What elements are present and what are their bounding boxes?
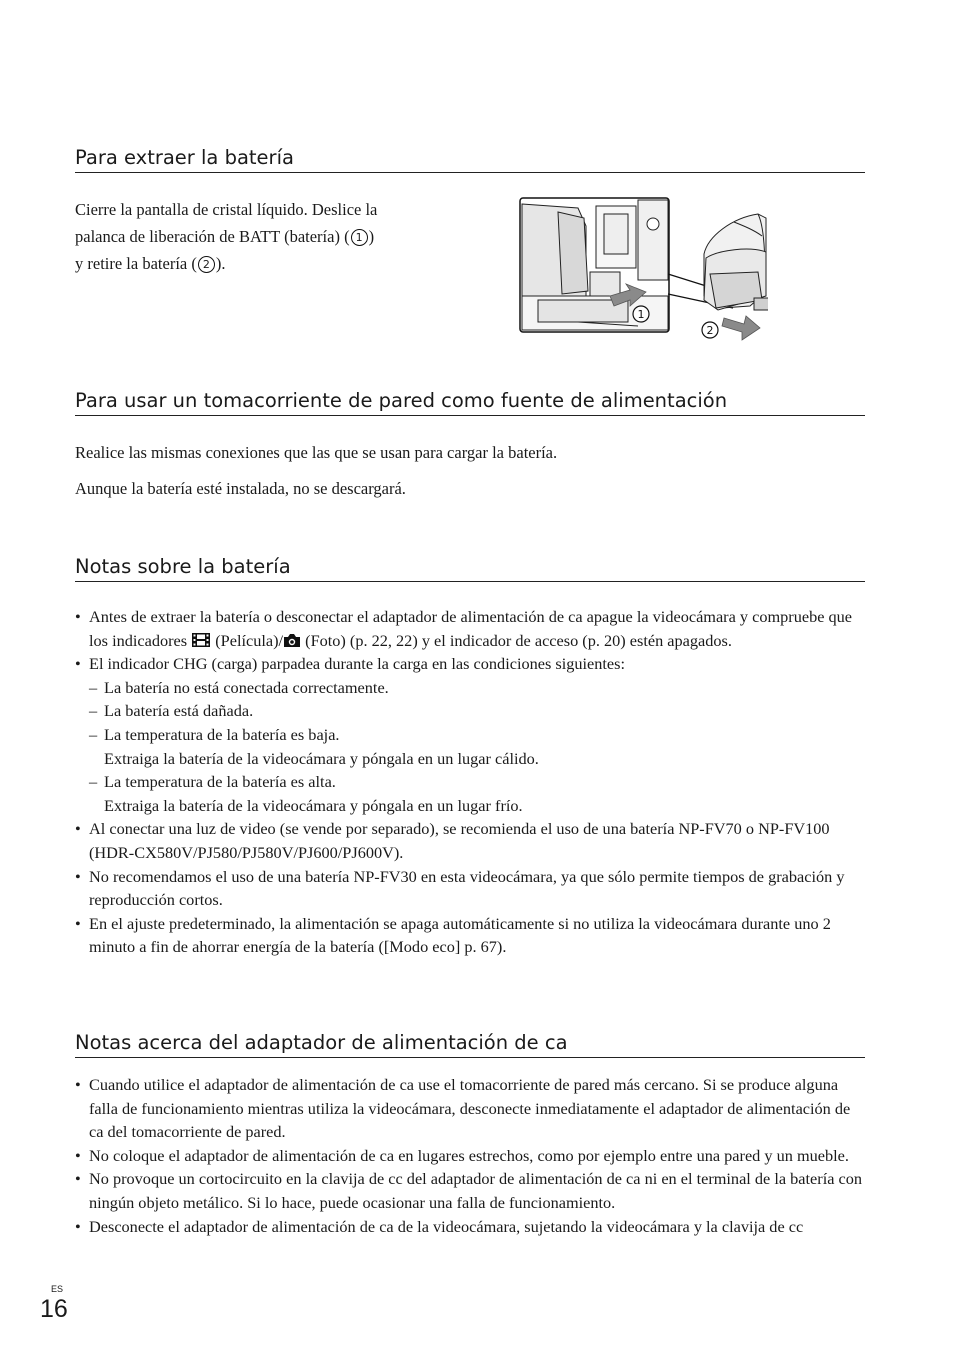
marker-2-icon: 2 [198,256,215,273]
list-item [75,1167,865,1214]
list-item [75,865,865,912]
sub-item-text: La batería no está conectada correctamente. [104,677,389,697]
list-item [75,912,865,959]
bullet-icon: • [75,1169,81,1189]
list-item [75,1215,865,1239]
battery-note-3-text: Al conectar una luz de video (se vende por separado), se recomienda el uso de una batería NP-FV70 o NP-FV100 (HDR-CX580V/PJ580/PJ580V/PJ600/PJ600V). [89,819,830,862]
sub-item-continuation: Extraiga la batería de la videocámara y póngala en un lugar cálido. [104,748,539,768]
dash-icon: – [89,677,98,697]
heading-adapter-notes: Notas acerca del adaptador de alimentación de ca [75,1031,865,1058]
battery-removal-illustration [518,196,768,344]
remove-battery-line2-end: ) [368,227,375,246]
bullet-icon: • [75,819,81,839]
bullet-icon: • [75,1075,81,1094]
sub-item-text: La temperatura de la batería es baja. [104,724,340,744]
movie-icon [191,632,211,648]
svg-text:2: 2 [706,324,714,337]
heading-remove-battery: Para extraer la batería [75,146,865,173]
list-item [75,817,865,864]
battery-note-1-text: Antes de extraer la batería o desconectar el adaptador de alimentación de ca apague la videocámara y compruebe que los indicadores [89,607,853,650]
adapter-note-2-text: No coloque el adaptador de alimentación de ca en lugares estrechos, como por ejemplo entre una pared y un mueble. [89,1145,849,1165]
dash-icon: – [89,724,98,744]
camcorder-illustration [518,196,768,344]
adapter-notes-list [75,1073,865,1238]
dash-icon: – [89,701,98,721]
wall-outlet-paragraph-2: Aunque la batería esté instalada, no se descargará. [75,479,406,498]
bullet-icon: • [75,866,81,886]
bullet-icon: • [75,1145,81,1165]
battery-note-1-photo-label: (Foto) (p. 22, 22) y el indicador de acceso (p. 20) estén apagados. [301,630,732,650]
sub-list-item [89,699,865,723]
battery-note-1-movie-label: (Película)/ [211,630,284,650]
adapter-note-4-text: Desconecte el adaptador de alimentación de ca de la videocámara, sujetando la videocámara y la clavija de cc [89,1216,804,1236]
language-tag: ES [51,1284,64,1294]
list-item [75,652,865,817]
sub-item-text: La temperatura de la batería es alta. [104,772,336,792]
battery-note-5-text: En el ajuste predeterminado, la alimentación se apaga automáticamente si no utiliza la videocámara durante uno 2 minuto a fin de ahorrar energía de la batería ([Modo eco] p. 67). [89,913,831,957]
remove-battery-line2: palanca de liberación de BATT (batería) ( [75,227,350,246]
sub-list-item [89,723,865,747]
heading-wall-outlet: Para usar un tomacorriente de pared como fuente de alimentación [75,389,865,416]
wall-outlet-paragraph-1: Realice las mismas conexiones que las que se usan para cargar la batería. [75,443,558,462]
battery-note-2-text: El indicador CHG (carga) parpadea durante la carga en las condiciones siguientes: [89,654,626,674]
adapter-note-3-text: No provoque un cortocircuito en la clavija de cc del adaptador de alimentación de ca ni en el terminal de la batería con ningún objeto metálico. Si lo hace, puede ocasionar una falla de funcionamiento. [89,1169,863,1212]
sub-list-item [89,770,865,794]
remove-battery-line3: y retire la batería ( [75,254,197,273]
battery-notes-list [75,605,865,959]
remove-battery-text [75,196,495,277]
list-item [75,1144,865,1168]
adapter-note-1-text: Cuando utilice el adaptador de alimentación de ca use el tomacorriente de pared más cercano. Si se produce alguna falla de funcionamiento mientras utiliza la videocámara, desconecte inmediatamente el adaptador de alimentación de ca del tomacorriente de pared. [89,1075,851,1142]
remove-battery-line3-end: ). [215,254,226,273]
list-item [75,1073,865,1144]
dash-icon: – [89,772,98,792]
camera-icon [283,633,301,648]
page-number: 16 [40,1295,68,1323]
sub-item-continuation: Extraiga la batería de la videocámara y póngala en un lugar frío. [104,795,523,815]
svg-text:1: 1 [637,308,645,321]
bullet-icon: • [75,1216,81,1236]
bullet-icon: • [75,654,81,674]
battery-note-4-text: No recomendamos el uso de una batería NP-FV30 en esta videocámara, ya que sólo permite tiempos de grabación y reproducción cortos. [89,866,845,910]
sub-item-text: La batería está dañada. [104,701,254,721]
bullet-icon: • [75,913,81,933]
list-item [75,605,865,652]
bullet-icon: • [75,607,81,626]
marker-1-icon: 1 [351,229,368,246]
heading-battery-notes: Notas sobre la batería [75,555,865,582]
sub-list-item [89,676,865,700]
remove-battery-line1: Cierre la pantalla de cristal líquido. Deslice la [75,200,378,219]
